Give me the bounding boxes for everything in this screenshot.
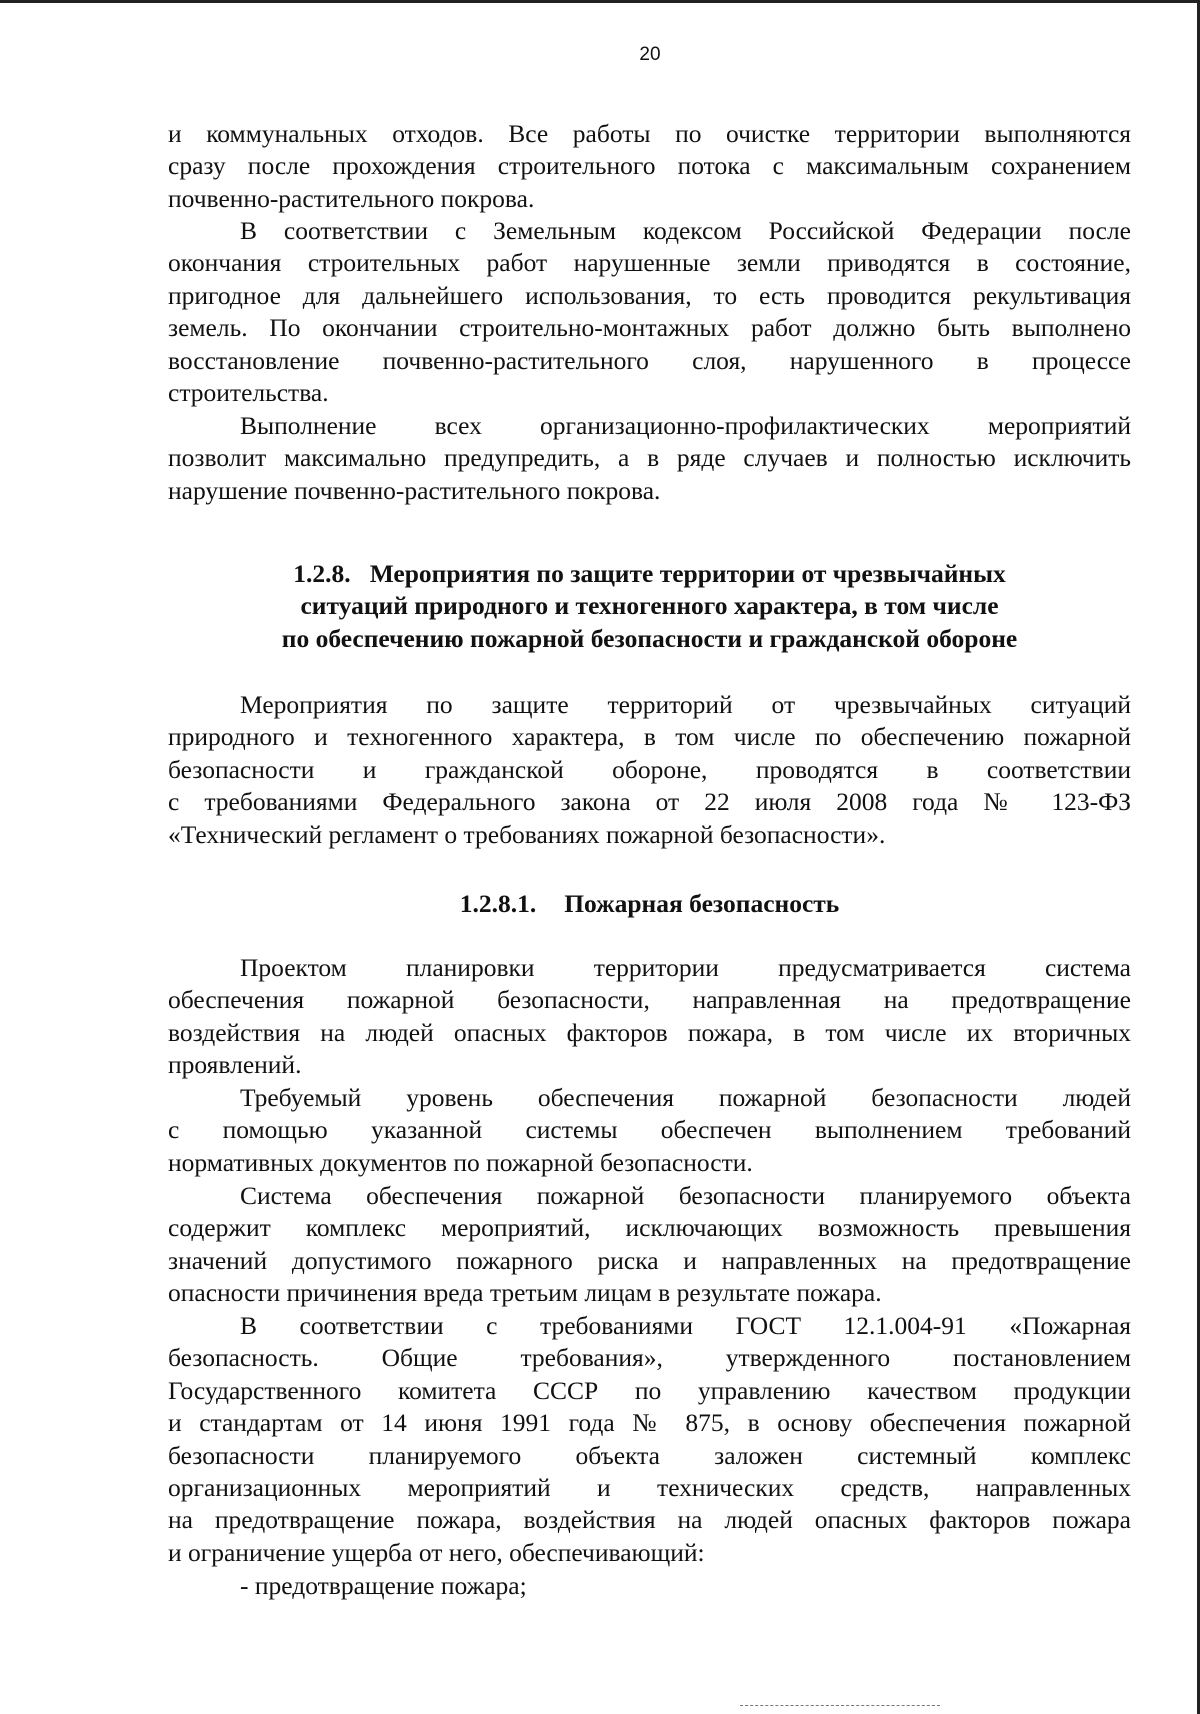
paragraph-emergency <box>168 689 1131 851</box>
heading-number: 1.2.8. <box>293 559 351 588</box>
text-line: с требованиями Федерального закона от 22 июля 2008 года № 123-ФЗ <box>168 787 1131 817</box>
text-line: значений допустимого пожарного риска и направленных на предотвращение <box>168 1245 1131 1275</box>
text-line: строительства. <box>168 377 329 407</box>
list-item <box>168 1570 1131 1602</box>
text-line: природного и техногенного характера, в том числе по обеспечению пожарной <box>168 722 1131 752</box>
text-line: и стандартам от 14 июня 1991 года № 875, в основу обеспечения пожарной <box>168 1408 1131 1438</box>
text-line: безопасности и гражданской обороне, проводятся в соответствии <box>168 754 1131 784</box>
scan-edge-top <box>0 0 1200 3</box>
text-line: В соответствии с Земельным кодексом Российской Федерации после <box>240 216 1131 245</box>
list-item-text: - предотвращение пожара; <box>240 1571 527 1600</box>
text-line: Проектом планировки территории предусматривается система <box>240 953 1131 982</box>
heading-line: по обеспечению пожарной безопасности и гражданской обороне <box>281 623 1018 653</box>
text-line: В соответствии с требованиями ГОСТ 12.1.004-91 «Пожарная <box>240 1311 1131 1340</box>
text-line: и коммунальных отходов. Все работы по очистке территории выполняются <box>168 119 1131 148</box>
text-line: пригодное для дальнейшего использования, то есть проводится рекультивация <box>168 280 1131 310</box>
paragraph-gost <box>168 1310 1131 1569</box>
section-heading-1-2-8 <box>168 558 1131 655</box>
text-line: почвенно-растительного покрова. <box>168 183 535 213</box>
text-line: Выполнение всех организационно-профилактических мероприятий <box>240 411 1131 440</box>
text-line: и ограничение ущерба от него, обеспечивающий: <box>168 1537 705 1567</box>
paragraph-continuation <box>168 118 1131 215</box>
text-line: «Технический регламент о требованиях пожарной безопасности». <box>168 819 886 849</box>
text-line: с помощью указанной системы обеспечен выполнением требований <box>168 1115 1131 1145</box>
text-line: нормативных документов по пожарной безопасности. <box>168 1147 753 1177</box>
text-line: содержит комплекс мероприятий, исключающих возможность превышения <box>168 1213 1131 1243</box>
text-line: опасности причинения вреда третьим лицам в результате пожара. <box>168 1278 882 1308</box>
text-line: организационных мероприятий и технических средств, направленных <box>168 1472 1131 1502</box>
page-number: 20 <box>639 44 661 65</box>
paragraph-fire-system <box>168 952 1131 1082</box>
paragraph-system-complex <box>168 1180 1131 1310</box>
heading-line <box>168 558 1131 590</box>
text-line: Система обеспечения пожарной безопасности планируемого объекта <box>240 1181 1131 1210</box>
text-line: проявлений. <box>168 1050 302 1080</box>
paragraph-land-code <box>168 215 1131 409</box>
text-line: восстановление почвенно-растительного слоя, нарушенного в процессе <box>168 345 1131 375</box>
text-line: обеспечения пожарной безопасности, направленная на предотвращение <box>168 985 1131 1015</box>
paragraph-required-level <box>168 1082 1131 1179</box>
text-line: на предотвращение пожара, воздействия на людей опасных факторов пожара <box>168 1505 1131 1535</box>
subheading-number: 1.2.8.1. <box>459 889 537 918</box>
text-line: Мероприятия по защите территорий от чрезвычайных ситуаций <box>240 690 1131 719</box>
section-heading-1-2-8-1 <box>168 888 1131 920</box>
text-line: воздействия на людей опасных факторов пожара, в том числе их вторичных <box>168 1017 1131 1047</box>
text-line: позволит максимально предупредить, а в ряде случаев и полностью исключить <box>168 443 1131 473</box>
text-line: окончания строительных работ нарушенные земли приводятся в состояние, <box>168 248 1131 278</box>
text-line: безопасности планируемого объекта заложен системный комплекс <box>168 1440 1131 1470</box>
paragraph-measures <box>168 410 1131 507</box>
text-line: нарушение почвенно-растительного покрова. <box>168 475 661 505</box>
heading-line: ситуаций природного и техногенного характера, в том числе <box>300 591 999 621</box>
text-line: Требуемый уровень обеспечения пожарной безопасности людей <box>240 1083 1131 1112</box>
text-line: сразу после прохождения строительного потока с максимальным сохранением <box>168 151 1131 181</box>
text-line: земель. По окончании строительно-монтажных работ должно быть выполнено <box>168 313 1131 343</box>
subheading-title: Пожарная безопасность <box>564 889 840 918</box>
heading-text: Мероприятия по защите территории от чрезвычайных <box>369 559 1006 588</box>
text-line: Государственного комитета СССР по управлению качеством продукции <box>168 1375 1131 1405</box>
scan-artifact <box>740 1705 940 1708</box>
text-line: безопасность. Общие требования», утвержденного постановлением <box>168 1343 1131 1373</box>
